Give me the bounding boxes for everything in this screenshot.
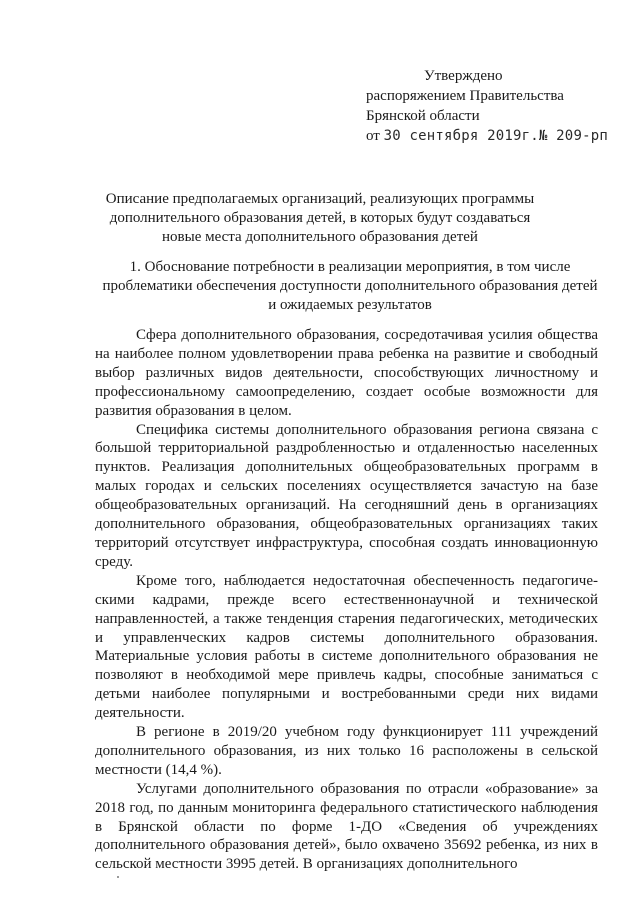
approval-line-date-number	[366, 126, 626, 146]
scan-speck	[117, 876, 119, 878]
approval-line-decree: распоряжением Правительства	[366, 88, 564, 104]
paragraph: Кроме того, наблюдается недостаточная обеспеченность педагогическими кадрами, прежде всего естественнонаучной и технической направленностей, а также тенденция старения педагогических, методических и управленческих кадров системы дополнительного образования. Материальные условия работы в системе дополнительного образования не позволяют в необходимой мере привлечь кадры, способные заниматься с детьми наиболее популярными и востребованными среди них видами деятельности.	[95, 572, 598, 722]
paragraph: В регионе в 2019/20 учебном году функционирует 111 учреждений дополнительного образования, из них только 16 расположены в сельской местности (14,4 %).	[95, 724, 598, 778]
paragraph: Сфера дополнительного образования, сосредотачивая усилия общества на наиболее полном удовлетворении права ребенка на развитие и свободный выбор различных видов деятельности, способствующих личностному и профессиональному самоопределению, создает особые возможности для развития образования в целом.	[95, 327, 598, 419]
approval-date-prefix: от	[366, 128, 380, 144]
approval-stamp-block	[366, 66, 626, 146]
document-title: Описание предполагаемых организаций, реализующих программы дополнительного образования детей, в которых будут создаваться новые места дополнительного образования детей	[105, 191, 535, 245]
section-heading: 1. Обоснование потребности в реализации мероприятия, в том числе проблематики обеспечения доступности дополнительного образования детей и ожидаемых результатов	[102, 259, 598, 313]
approval-handwritten-date-number: 30 сентября 2019г.№ 209-рп	[383, 128, 608, 144]
paragraph: Специфика системы дополнительного образования региона связана с большой территориальной раздробленностью и отдаленностью населенных пунктов. Реализация дополнительных общеобразовательных программ в малых городах и сельских поселениях осуществляется зачастую на базе общеобразовательных организаций. На сегодняшний день в организациях дополнительного образования, общеобразовательных организациях таких территорий отсутствует инфраструктура, способная создать инновационную среду.	[95, 421, 598, 570]
approval-line-approved: Утверждено	[424, 68, 503, 84]
paragraph: Услугами дополнительного образования по отрасли «образование» за 2018 год, по данным мониторинга федерального статистического наблюдения в Брянской области по форме 1-ДО «Сведения об учреждениях дополнительного образования детей», было охвачено 35692 ребенка, из них в сельской местности 3995 детей. В организациях дополнительного	[95, 780, 598, 873]
approval-line-region: Брянской области	[366, 108, 480, 124]
body-text	[95, 326, 598, 874]
